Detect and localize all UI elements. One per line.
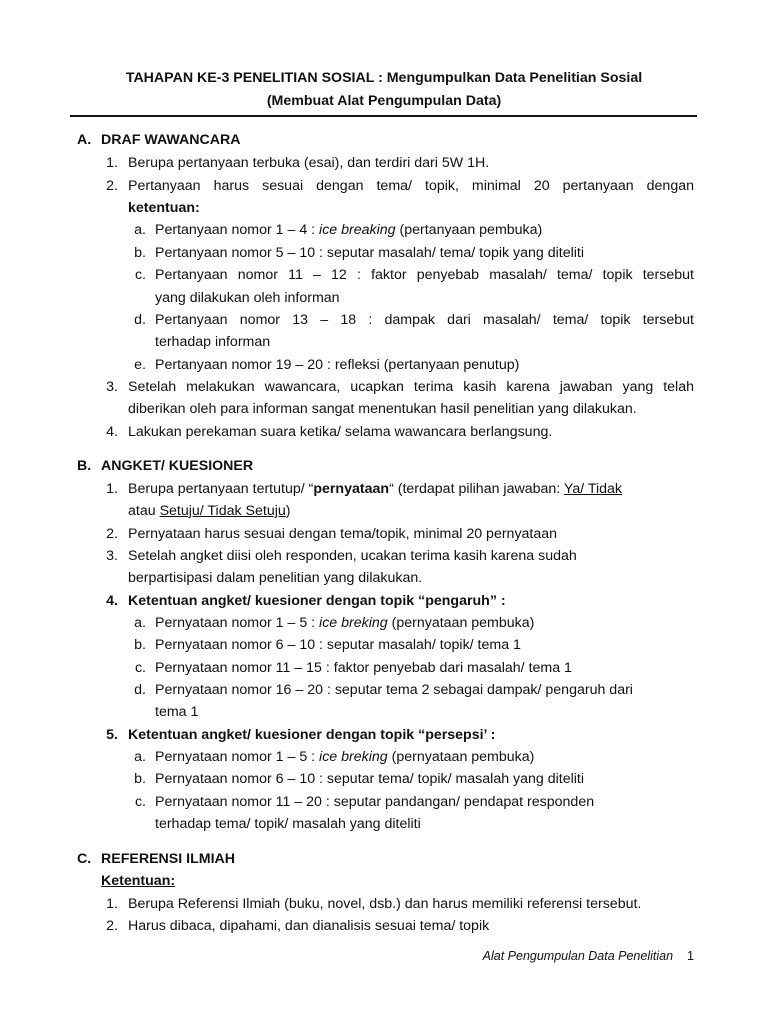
list-item-continuation: atau Setuju/ Tidak Setuju)	[128, 503, 291, 519]
sub-item-text: Pertanyaan nomor 1 – 4 : ice breaking (pertanyaan pembuka)	[155, 222, 543, 238]
sub-letter: b.	[134, 637, 146, 653]
list-item-continuation: berpartisipasi dalam penelitian yang dilakukan.	[128, 570, 423, 586]
section-c-letter: C.	[77, 851, 92, 867]
section-a-letter: A.	[77, 132, 92, 148]
sub-letter: d.	[134, 312, 146, 328]
document-title: TAHAPAN KE-3 PENELITIAN SOSIAL : Mengumpulkan Data Penelitian Sosial	[125, 70, 643, 86]
section-c-subheading: Ketentuan:	[101, 873, 176, 889]
list-item-text: Berupa Referensi Ilmiah (buku, novel, dsb.) dan harus memiliki referensi tersebut.	[128, 896, 642, 912]
list-number: 2.	[106, 526, 118, 542]
sub-letter: a.	[134, 615, 146, 631]
document-subtitle: (Membuat Alat Pengumpulan Data)	[266, 93, 502, 109]
sub-item-text: Pernyataan nomor 1 – 5 : ice breking (pernyataan pembuka)	[155, 615, 535, 631]
section-a-heading: DRAF WAWANCARA	[101, 132, 241, 148]
section-b-letter: B.	[77, 458, 92, 474]
sub-letter: c.	[134, 794, 146, 810]
sub-item-text: Pernyataan nomor 11 – 20 : seputar pandangan/ pendapat responden	[155, 794, 595, 810]
sub-item-text: Pertanyaan nomor 5 – 10 : seputar masalah/ tema/ topik yang diteliti	[155, 245, 585, 261]
list-item-text: Harus dibaca, dipahami, dan dianalisis sesuai tema/ topik	[128, 918, 490, 934]
sub-letter: c.	[134, 660, 146, 676]
list-number: 1.	[106, 896, 118, 912]
list-number: 3.	[106, 548, 118, 564]
sub-item-text: Pernyataan nomor 11 – 15 : faktor penyebab dari masalah/ tema 1	[155, 660, 572, 676]
sub-letter: b.	[134, 245, 146, 261]
list-item-text: Setelah melakukan wawancara, ucapkan terima kasih karena jawaban yang telah	[128, 379, 694, 395]
sub-letter: c.	[134, 267, 146, 283]
list-number: 2.	[106, 178, 118, 194]
list-number: 1.	[106, 155, 118, 171]
sub-item-text: Pertanyaan nomor 13 – 18 : dampak dari masalah/ tema/ topik tersebut	[155, 312, 694, 328]
footer-label: Alat Pengumpulan Data Penelitian	[482, 949, 674, 963]
sub-item-continuation: tema 1	[155, 704, 199, 720]
section-b-heading: ANGKET/ KUESIONER	[101, 458, 254, 474]
list-item-continuation: diberikan oleh para informan sangat menentukan hasil penelitian yang dilakukan.	[128, 401, 637, 417]
list-number: 4.	[106, 424, 118, 440]
sub-letter: d.	[134, 682, 146, 698]
list-item-continuation: ketentuan:	[128, 200, 200, 216]
list-item-heading: Ketentuan angket/ kuesioner dengan topik “pengaruh” :	[128, 593, 506, 609]
sub-item-text: Pernyataan nomor 1 – 5 : ice breking (pernyataan pembuka)	[155, 749, 535, 765]
list-number: 5.	[106, 727, 118, 743]
sub-letter: a.	[134, 222, 146, 238]
list-number: 3.	[106, 379, 118, 395]
list-number: 1.	[106, 481, 118, 497]
page-number: 1	[687, 949, 694, 963]
list-item-text: Lakukan perekaman suara ketika/ selama wawancara berlangsung.	[128, 424, 553, 440]
section-c-heading: REFERENSI ILMIAH	[101, 851, 235, 867]
sub-item-text: Pernyataan nomor 16 – 20 : seputar tema 2 sebagai dampak/ pengaruh dari	[155, 682, 633, 698]
list-item-text: Berupa pertanyaan terbuka (esai), dan terdiri dari 5W 1H.	[128, 155, 490, 171]
page-footer	[483, 946, 694, 966]
list-item-text: Pernyataan harus sesuai dengan tema/topik, minimal 20 pernyataan	[128, 526, 558, 542]
sub-item-continuation: yang dilakukan oleh informan	[155, 290, 340, 306]
sub-item-continuation: terhadap informan	[155, 334, 271, 350]
sub-item-continuation: terhadap tema/ topik/ masalah yang diteliti	[155, 816, 421, 832]
sub-letter: e.	[134, 357, 146, 373]
sub-item-text: Pernyataan nomor 6 – 10 : seputar tema/ topik/ masalah yang diteliti	[155, 771, 585, 787]
sub-item-text: Pertanyaan nomor 11 – 12 : faktor penyebab masalah/ tema/ topik tersebut	[155, 267, 694, 283]
list-item-text: Setelah angket diisi oleh responden, ucakan terima kasih karena sudah	[128, 548, 577, 564]
list-item-text: Pertanyaan harus sesuai dengan tema/ topik, minimal 20 pertanyaan dengan	[128, 178, 694, 194]
title-divider	[70, 115, 697, 117]
list-item-text: Berupa pertanyaan tertutup/ “pernyataan“ (terdapat pilihan jawaban: Ya/ Tidak	[128, 481, 622, 497]
list-number: 4.	[106, 593, 118, 609]
list-item-heading: Ketentuan angket/ kuesioner dengan topik “persepsi’ :	[128, 727, 496, 743]
sub-letter: a.	[134, 749, 146, 765]
sub-item-text: Pernyataan nomor 6 – 10 : seputar masalah/ topik/ tema 1	[155, 637, 521, 653]
sub-letter: b.	[134, 771, 146, 787]
sub-item-text: Pertanyaan nomor 19 – 20 : refleksi (pertanyaan penutup)	[155, 357, 520, 373]
list-number: 2.	[106, 918, 118, 934]
